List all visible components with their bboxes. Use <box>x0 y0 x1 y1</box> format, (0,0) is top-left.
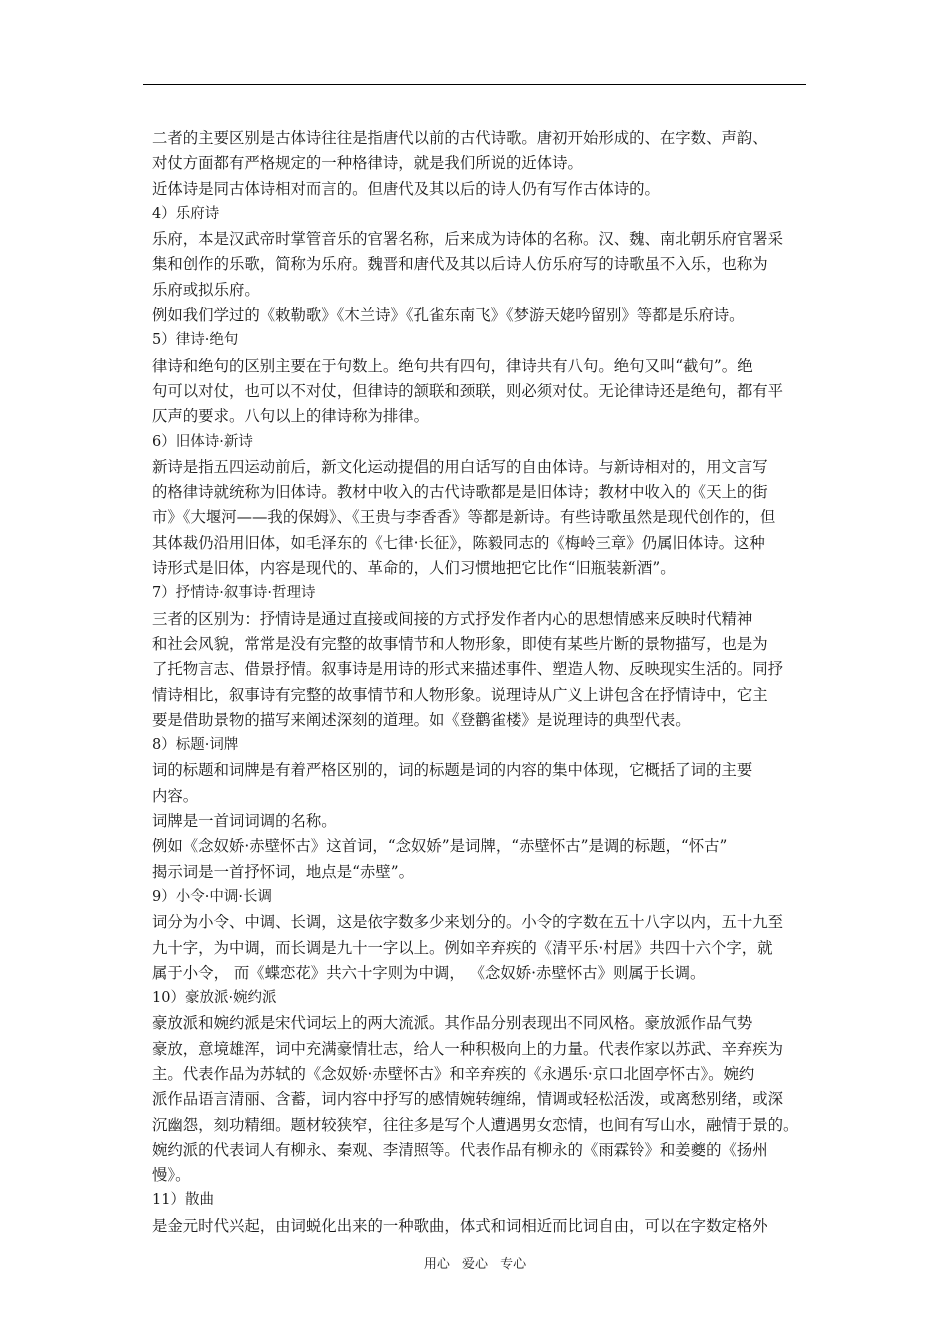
section-heading: 6）旧体诗·新诗 <box>152 433 253 450</box>
paragraph-line: 是金元时代兴起，由词蜕化出来的一种歌曲，体式和词相近而比词自由，可以在字数定格外 <box>152 1216 768 1235</box>
paragraph-line: 词牌是一首词词调的名称。 <box>152 812 337 831</box>
paragraph-line: 近体诗是同古体诗相对而言的。但唐代及其以后的诗人仍有写作古体诗的。 <box>152 179 660 198</box>
paragraph-line: 九十字，为中调，而长调是九十一字以上。例如辛弃疾的《清平乐·村居》共四十六个字，就 <box>152 938 773 957</box>
paragraph-line: 婉约派的代表词人有柳永、秦观、李清照等。代表作品有柳永的《雨霖铃》和姜夔的《扬州 <box>152 1140 768 1159</box>
paragraph-line: 词的标题和词牌是有着严格区别的，词的标题是词的内容的集中体现，它概括了词的主要 <box>152 761 753 780</box>
paragraph-line: 慢》。 <box>152 1166 191 1185</box>
section-heading: 4）乐府诗 <box>152 205 220 222</box>
section-heading: 7）抒情诗·叙事诗·哲理诗 <box>152 585 316 602</box>
paragraph-line: 属于小令， 而《蝶恋花》共六十字则为中调， 《念奴娇·赤壁怀古》则属于长调。 <box>152 963 706 982</box>
paragraph-line: 和社会风貌，常常是没有完整的故事情节和人物形象，即使有某些片断的景物描写，也是为 <box>152 634 768 653</box>
paragraph-line: 豪放派和婉约派是宋代词坛上的两大流派。其作品分别表现出不同风格。豪放派作品气势 <box>152 1014 753 1033</box>
paragraph-line: 市》《大堰河——我的保姆》、《王贵与李香香》等都是新诗。有些诗歌虽然是现代创作的，但 <box>152 508 776 527</box>
paragraph-line: 三者的区别为：抒情诗是通过直接或间接的方式抒发作者内心的思想情感来反映时代精神 <box>152 609 753 628</box>
paragraph-line: 要是借助景物的描写来阐述深刻的道理。如《登鹳雀楼》是说理诗的典型代表。 <box>152 710 691 729</box>
paragraph-line: 新诗是指五四运动前后，新文化运动提倡的用白话写的自由体诗。与新诗相对的，用文言写 <box>152 457 768 476</box>
paragraph-line: 其体裁仍沿用旧体，如毛泽东的《七律·长征》，陈毅同志的《梅岭三章》仍属旧体诗。这种 <box>152 533 765 552</box>
paragraph-line: 二者的主要区别是古体诗往往是指唐代以前的古代诗歌。唐初开始形成的、在字数、声韵、 <box>152 129 768 147</box>
paragraph-line: 例如我们学过的《敕勒歌》《木兰诗》《孔雀东南飞》《梦游天姥吟留别》等都是乐府诗。 <box>152 306 745 325</box>
paragraph-line: 了托物言志、借景抒情。叙事诗是用诗的形式来描述事件、塑造人物、反映现实生活的。同抒 <box>152 660 784 679</box>
paragraph-line: 的格律诗就统称为旧体诗。教材中收入的古代诗歌都是是旧体诗；教材中收入的《天上的街 <box>152 483 768 502</box>
paragraph-line: 乐府或拟乐府。 <box>152 280 260 299</box>
paragraph-line: 沉幽怨，刻功精细。题材较狭窄，往往多是写个人遭遇男女恋情，也间有写山水，融情于景的。 <box>152 1115 799 1134</box>
paragraph-line: 律诗和绝句的区别主要在于句数上。绝句共有四句，律诗共有八句。绝句又叫“截句”。绝 <box>152 356 753 375</box>
section-heading: 5）律诗·绝句 <box>152 332 239 349</box>
paragraph-line: 对仗方面都有严格规定的一种格律诗，就是我们所说的近体诗。 <box>152 154 583 173</box>
page-footer: 用心 爱心 专心 <box>423 1257 527 1272</box>
section-heading: 10）豪放派·婉约派 <box>152 990 277 1007</box>
section-heading: 9）小令·中调·长调 <box>152 888 272 905</box>
paragraph-line: 情诗相比，叙事诗有完整的故事情节和人物形象。说理诗从广义上讲包含在抒情诗中，它主 <box>152 685 768 704</box>
document-body <box>152 126 814 1239</box>
paragraph-line: 集和创作的乐歌，简称为乐府。魏晋和唐代及其以后诗人仿乐府写的诗歌虽不入乐，也称为 <box>152 255 768 274</box>
paragraph-line: 仄声的要求。八句以上的律诗称为排律。 <box>152 407 430 426</box>
paragraph-line: 乐府，本是汉武帝时掌管音乐的官署名称，后来成为诗体的名称。汉、魏、南北朝乐府官署采 <box>152 230 784 249</box>
paragraph-line: 派作品语言清丽、含蓄，词内容中抒写的感情婉转缠绵，情调或轻松活泼，或离愁别绪，或深 <box>152 1090 784 1109</box>
paragraph-line: 主。代表作品为苏轼的《念奴娇·赤壁怀古》和辛弃疾的《永遇乐·京口北固亭怀古》。婉约 <box>152 1064 755 1083</box>
paragraph-line: 内容。 <box>152 786 199 805</box>
paragraph-line: 揭示词是一首抒怀词，地点是“赤壁”。 <box>152 862 414 881</box>
paragraph-line: 豪放，意境雄浑，词中充满豪情壮志，给人一种积极向上的力量。代表作家以苏武、辛弃疾为 <box>152 1039 784 1058</box>
paragraph-line: 句可以对仗，也可以不对仗，但律诗的颔联和颈联，则必须对仗。无论律诗还是绝句，都有平 <box>152 381 784 400</box>
section-heading: 11）散曲 <box>152 1192 214 1209</box>
header-rule <box>143 84 806 85</box>
section-heading: 8）标题·词牌 <box>152 737 239 754</box>
paragraph-line: 例如《念奴娇·赤壁怀古》这首词，“念奴娇”是词牌，“赤壁怀古”是调的标题，“怀古” <box>152 837 728 856</box>
paragraph-line: 词分为小令、中调、长调，这是依字数多少来划分的。小令的字数在五十八字以内，五十九至 <box>152 913 784 932</box>
paragraph-line: 诗形式是旧体，内容是现代的、革命的，人们习惯地把它比作“旧瓶装新酒”。 <box>152 559 676 578</box>
